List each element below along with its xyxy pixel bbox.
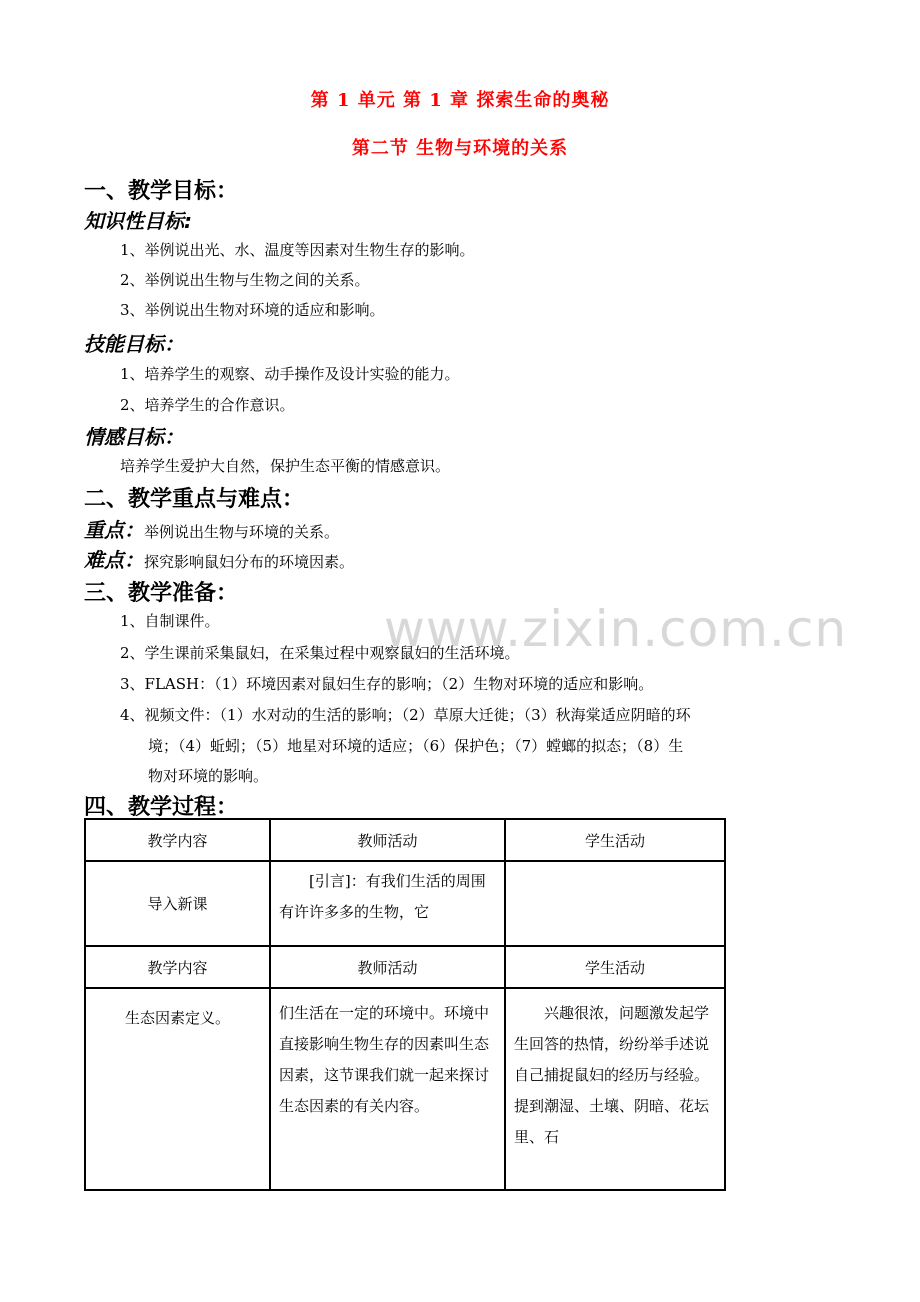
knowledge-item: 2、举例说出生物与生物之间的关系。 xyxy=(120,271,370,289)
row2-teacher: 们生活在一定的环境中。环境中直接影响生物生存的因素叫生态因素，这节课我们就一起来探讨生态因素的有关内容。 xyxy=(279,1004,490,1115)
key-points-heading: 二、教学重点与难点： xyxy=(84,487,305,512)
skill-item: 1、培养学生的观察、动手操作及设计实验的能力。 xyxy=(120,365,460,383)
prep-item: 1、自制课件。 xyxy=(120,612,220,630)
row1-student-cell xyxy=(505,861,725,946)
knowledge-item: 1、举例说出光、水、温度等因素对生物生存的影响。 xyxy=(120,241,475,259)
knowledge-item: 3、举例说出生物对环境的适应和影响。 xyxy=(120,301,385,319)
row1-student xyxy=(506,862,724,871)
row1-content-cell xyxy=(85,861,270,946)
section-title: 第二节 生物与环境的关系 xyxy=(351,138,569,159)
prep-item: 2、学生课前采集鼠妇，在采集过程中观察鼠妇的生活环境。 xyxy=(120,644,520,662)
knowledge-heading: 知识性目标: xyxy=(84,209,192,233)
prep-item-continued: 物对环境的影响。 xyxy=(148,767,269,785)
header-cell-content: 教学内容 xyxy=(85,946,270,988)
prep-heading: 三、教学准备： xyxy=(84,581,239,606)
difficulty-line xyxy=(84,544,354,573)
prep-item: 3、FLASH：（1）环境因素对鼠妇生存的影响；（2）生物对环境的适应和影响。 xyxy=(120,675,654,693)
table-row xyxy=(85,988,725,1190)
header-cell-teacher: 教师活动 xyxy=(270,819,505,861)
header-cell-content: 教学内容 xyxy=(85,819,270,861)
difficulty-label: 难点： xyxy=(84,548,144,572)
row1-content: 导入新课 xyxy=(147,895,208,913)
process-heading: 四、教学过程： xyxy=(84,795,239,820)
table-header-row xyxy=(85,819,725,861)
objectives-heading: 一、教学目标： xyxy=(84,179,239,204)
row2-teacher-cell xyxy=(270,988,505,1190)
document-title: 第 1 单元 第 1 章 探索生命的奥秘 xyxy=(310,90,610,111)
skill-item: 2、培养学生的合作意识。 xyxy=(120,396,295,414)
row2-content: 生态因素定义。 xyxy=(124,1009,230,1027)
difficulty-text: 探究影响鼠妇分布的环境因素。 xyxy=(144,553,355,571)
row2-content-cell xyxy=(85,988,270,1190)
teaching-process-table xyxy=(84,818,726,1191)
row2-student: 兴趣很浓，问题激发起学生回答的热情，纷纷举手述说自己捕捉鼠妇的经历与经验。提到潮湿、土壤、阴暗、花坛里、石 xyxy=(514,1004,710,1146)
row1-teacher: [引言]：有我们生活的周围有许许多多的生物，它 xyxy=(279,872,486,921)
key-point-line xyxy=(84,514,339,543)
table-header-row-repeat xyxy=(85,946,725,988)
row2-student-cell xyxy=(505,988,725,1190)
skill-heading: 技能目标： xyxy=(84,332,184,356)
emotion-heading: 情感目标： xyxy=(84,425,184,449)
key-label: 重点： xyxy=(84,518,144,542)
watermark: www.zixin.com.cn xyxy=(384,600,848,658)
row1-teacher-cell xyxy=(270,861,505,946)
prep-item-continued: 境；（4）蚯蚓；（5）地星对环境的适应；（6）保护色；（7）螳螂的拟态；（8）生 xyxy=(148,737,684,755)
emotion-text: 培养学生爱护大自然，保护生态平衡的情感意识。 xyxy=(120,457,451,475)
header-cell-teacher: 教师活动 xyxy=(270,946,505,988)
header-cell-student: 学生活动 xyxy=(505,819,725,861)
prep-item: 4、视频文件：（1）水对动的生活的影响；（2）草原大迁徙；（3）秋海棠适应阴暗的环 xyxy=(120,706,691,724)
header-cell-student: 学生活动 xyxy=(505,946,725,988)
table-row xyxy=(85,861,725,946)
key-text: 举例说出生物与环境的关系。 xyxy=(144,523,340,541)
